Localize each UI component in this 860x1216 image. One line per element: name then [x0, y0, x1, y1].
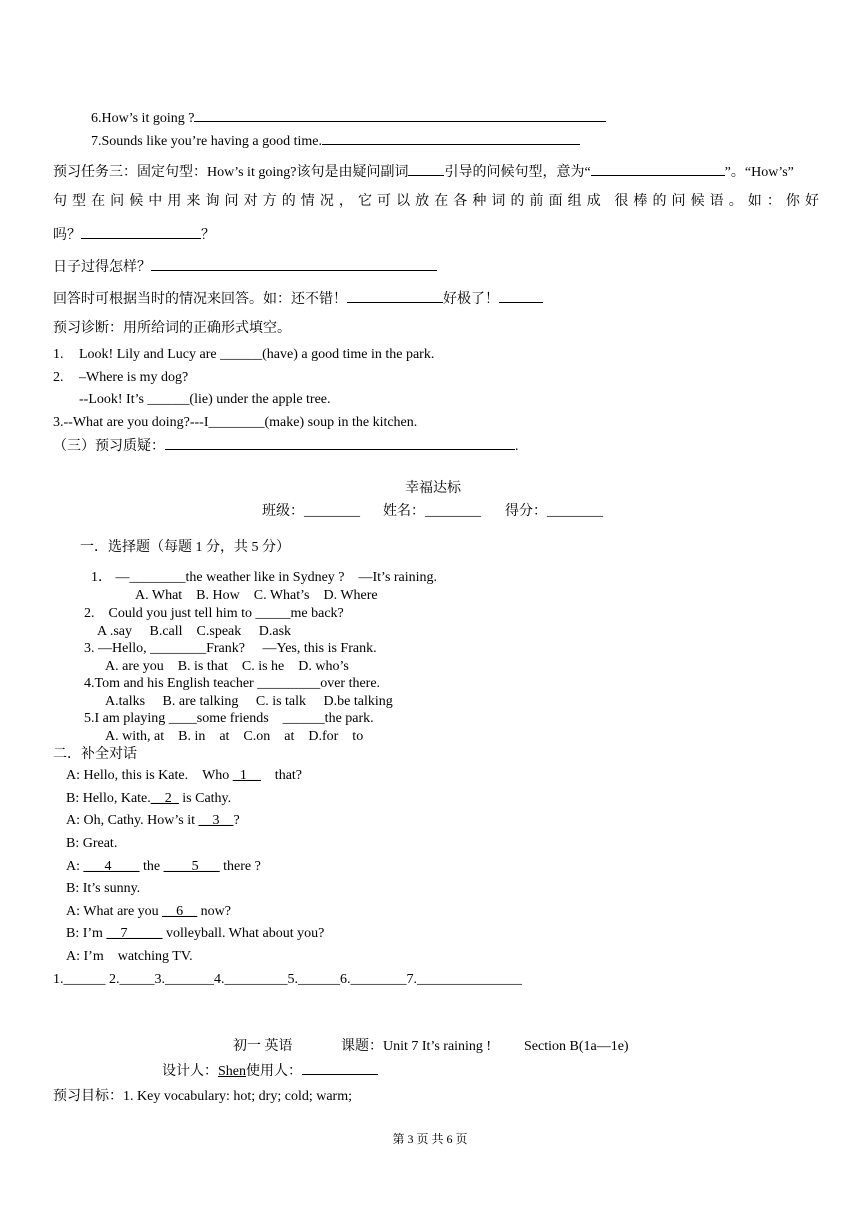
dialogue-line-8 [66, 925, 324, 943]
mc-options-4: A.talks B. are talking C. is talk D.be talking [105, 694, 393, 709]
answer-blank[interactable] [322, 131, 580, 145]
diagnosis-item-2b: --Look! It’s ______(lie) under the apple tree. [79, 392, 331, 407]
mc-options-1: A. What B. How C. What’s D. Where [135, 588, 378, 603]
dialogue-text: that? [260, 768, 303, 783]
answer-blank[interactable] [408, 162, 444, 176]
task3-text: 吗？ [53, 228, 81, 243]
mc-question-2: 2. Could you just tell him to _____me back? [84, 606, 344, 621]
dialogue-text: A: Oh, Cathy. How’s it [66, 813, 199, 828]
task3-line2: 句型在问候中用来询问对方的情况，它可以放在各种词的前面组成 很棒的问候语。如：你好 [53, 194, 819, 209]
task3-line1 [53, 162, 794, 182]
mc-question-1: 1． —________the weather like in Sydney ? —It’s raining. [91, 570, 438, 585]
dialogue-text: A: Hello, this is Kate. Who [66, 768, 233, 783]
mc-options-5: A. with, at B. in at C.on at D.for to [105, 729, 364, 744]
task3-line4 [53, 257, 437, 277]
dialogue-blank[interactable]: __6__ [162, 904, 198, 919]
question-7 [91, 131, 580, 151]
dialogue-line-3 [66, 812, 240, 830]
doubt-line: （三）预习质疑： . [53, 436, 519, 456]
page-number: 第 3 页 共 6 页 [392, 1132, 468, 1146]
dialogue-blank[interactable]: ____5___ [163, 859, 220, 874]
dialogue-line-1 [66, 767, 302, 785]
assessment-title: 幸福达标 [405, 481, 461, 496]
class-field[interactable]: 班级：________ [262, 504, 360, 519]
dialogue-text: B: Hello, Kate. [66, 791, 151, 806]
answer-blank[interactable] [151, 257, 437, 271]
dialogue-text: B: I’m [66, 926, 107, 941]
answer-blank[interactable] [194, 108, 606, 122]
score-field[interactable]: 得分：________ [505, 504, 603, 519]
mc-question-4: 4.Tom and his English teacher _________over there. [84, 676, 381, 691]
section-label: Section B(1a—1e) [524, 1039, 629, 1054]
dialogue-text: is Cathy. [178, 791, 232, 806]
preview-goal: 预习目标：1. Key vocabulary: hot; dry; cold; warm; [53, 1089, 352, 1104]
dialogue-blank[interactable]: __7_____ [106, 926, 163, 941]
mc-question-3: 3. —Hello, ________Frank? —Yes, this is Frank. [84, 641, 377, 656]
answer-blank[interactable] [591, 162, 725, 176]
answer-blank[interactable] [499, 289, 543, 303]
name-field[interactable]: 姓名：________ [383, 504, 481, 519]
diagnosis-title: 预习诊断：用所给词的正确形式填空。 [53, 321, 291, 336]
dialogue-text: now? [197, 904, 231, 919]
task3-text: ”。“How’s” [724, 165, 794, 180]
dialogue-blank[interactable]: __2_ [150, 791, 179, 806]
question-7-text: 7.Sounds like you’re having a good time. [91, 134, 322, 149]
diagnosis-item-2a: –Where is my dog? [79, 370, 189, 385]
designer-label: 设计人： [162, 1064, 218, 1079]
mc-options-2: A .say B.call C.speak D.ask [97, 624, 292, 639]
dialogue-text: the [139, 859, 164, 874]
dialogue-line-9: A: I’m watching TV. [66, 949, 193, 964]
task3-text: 预习任务三：固定句型：How’s it going?该句是由疑问副词 [53, 165, 409, 180]
task3-text: ？ [201, 228, 215, 243]
dialogue-blank[interactable]: __3__ [198, 813, 234, 828]
dialogue-text: A: [66, 859, 84, 874]
dialogue-line-7 [66, 903, 231, 921]
question-6-text: 6.How’s it going ? [91, 111, 195, 126]
task3-text: 引导的问候句型，意为“ [444, 165, 591, 180]
task3-line5 [53, 289, 543, 309]
diagnosis-item-3: 3.--What are you doing?---I________(make) soup in the kitchen. [53, 415, 418, 430]
dialogue-text: volleyball. What about you? [162, 926, 325, 941]
answer-line[interactable]: 1.______ 2._____3._______4._________5.______6.________7._______________ [53, 972, 522, 987]
task3-text: 日子过得怎样？ [53, 260, 151, 275]
dialogue-text: ? [233, 813, 240, 828]
answer-blank[interactable] [347, 289, 443, 303]
question-6 [91, 108, 606, 128]
dialogue-line-2 [66, 790, 231, 808]
user-blank[interactable] [302, 1061, 378, 1075]
user-label: 使用人： [246, 1064, 302, 1079]
dialogue-blank[interactable]: ___4____ [83, 859, 140, 874]
task3-text: 回答时可根据当时的情况来回答。如：还不错！ [53, 292, 347, 307]
task3-text: 好极了！ [443, 292, 499, 307]
dialogue-blank[interactable]: _1__ [232, 768, 261, 783]
topic-label: 课题：Unit 7 It’s raining ! [341, 1039, 492, 1054]
dialogue-line-5 [66, 858, 261, 876]
diagnosis-item-1: Look! Lily and Lucy are ______(have) a good time in the park. [79, 347, 435, 362]
designer-line [162, 1061, 378, 1081]
dialogue-text: A: What are you [66, 904, 163, 919]
answer-blank[interactable] [165, 436, 515, 450]
answer-blank[interactable] [81, 225, 201, 239]
mc-question-5: 5.I am playing ____some friends ______the park. [84, 711, 374, 726]
part2-heading: 二．补全对话 [53, 747, 137, 762]
doubt-label: （三）预习质疑： [53, 439, 165, 454]
part1-heading: 一．选择题（每题 1 分，共 5 分） [80, 540, 290, 555]
subject-label: 初一 英语 [233, 1039, 293, 1054]
task3-line3 [53, 225, 215, 245]
dialogue-text: there ? [219, 859, 261, 874]
diagnosis-item-1-num: 1. [53, 347, 64, 362]
diagnosis-item-2-num: 2. [53, 370, 64, 385]
dialogue-line-6: B: It’s sunny. [66, 881, 141, 896]
designer-name: Shen [218, 1064, 246, 1079]
dialogue-line-4: B: Great. [66, 836, 118, 851]
mc-options-3: A. are you B. is that C. is he D. who’s [105, 659, 349, 674]
